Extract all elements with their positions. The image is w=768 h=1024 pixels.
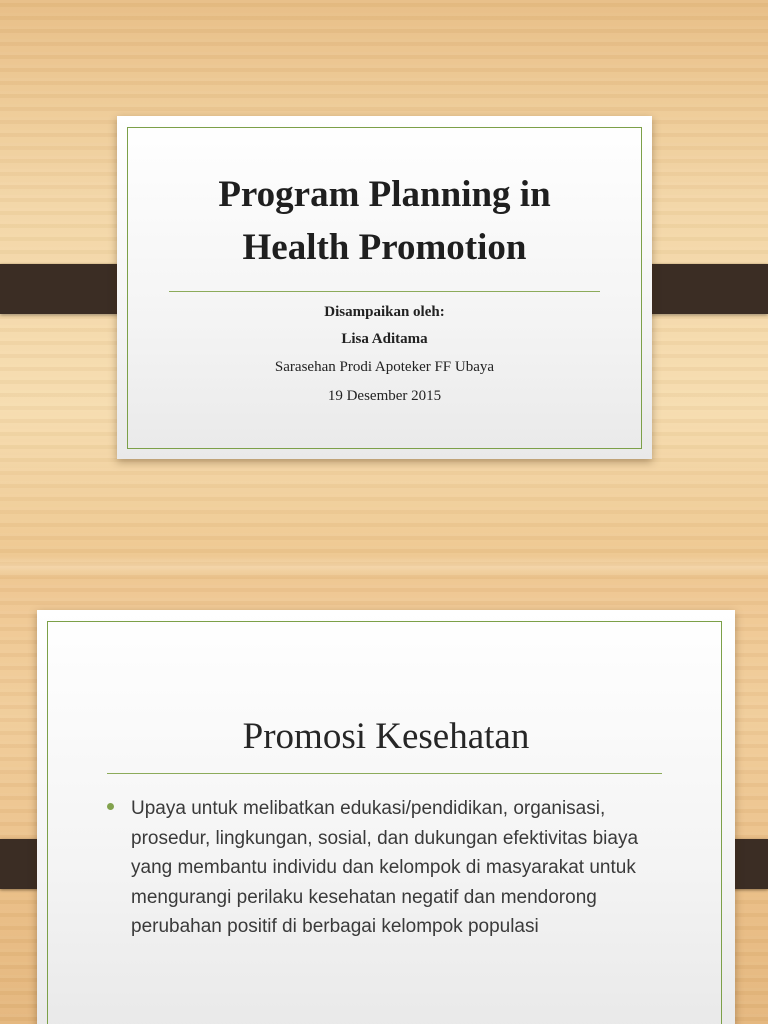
presentation-date: 19 Desember 2015 <box>327 388 442 404</box>
event-name: Sarasehan Prodi Apoteker FF Ubaya <box>274 359 495 375</box>
title-card <box>117 116 652 459</box>
slide-divider <box>0 556 768 578</box>
title-divider <box>107 773 662 774</box>
slide-title-line-2: Health Promotion <box>242 227 527 268</box>
presenter-name: Lisa Aditama <box>341 331 428 347</box>
presented-by-label: Disampaikan oleh: <box>324 304 445 320</box>
slide-title-line-1: Program Planning in <box>218 174 551 215</box>
bullet-item: Upaya untuk melibatkan edukasi/pendidikan, organisasi, prosedur, lingkungan, sosial, dan dukungan efektivitas biaya yang membantu individu dan kelompok di masyarakat untuk mengurangi perilaku kesehatan negatif dan mendorong perubahan positif di berbagai kelompok populasi <box>131 798 639 937</box>
content-card <box>37 610 735 1024</box>
slide-2[interactable] <box>0 578 768 1024</box>
bullet-icon <box>107 803 114 810</box>
slide-title: Promosi Kesehatan <box>242 716 530 757</box>
title-divider <box>169 291 600 292</box>
slide-title <box>117 168 652 274</box>
